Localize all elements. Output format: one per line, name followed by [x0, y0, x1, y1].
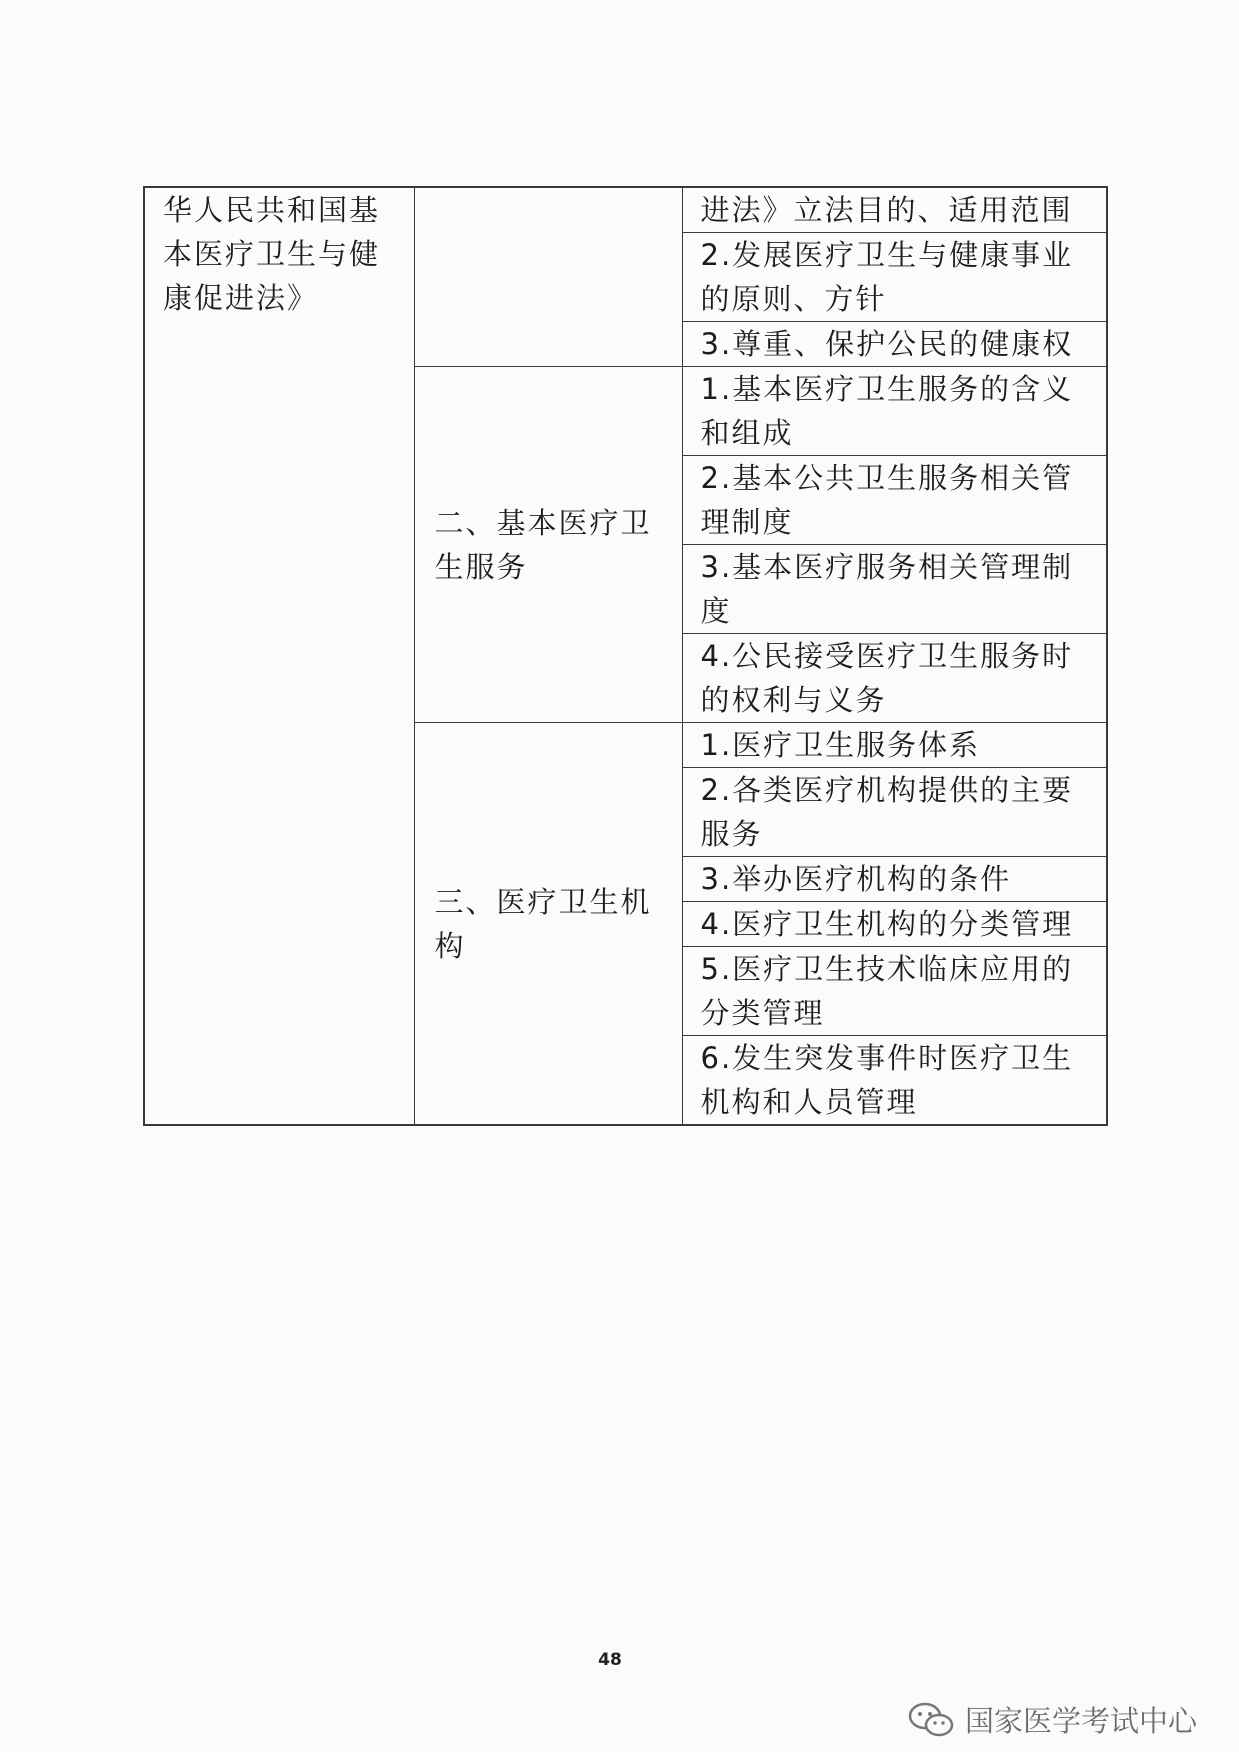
- section2-item: 3.基本医疗服务相关管理制度: [682, 545, 1107, 634]
- section1-item: 2.发展医疗卫生与健康事业的原则、方针: [682, 233, 1107, 322]
- section3-item: 2.各类医疗机构提供的主要服务: [682, 768, 1107, 857]
- watermark-text: 国家医学考试中心: [964, 1704, 1197, 1738]
- section3-item: 1.医疗卫生服务体系: [682, 723, 1107, 768]
- wechat-icon: [907, 1700, 955, 1740]
- law-name-cell: [144, 187, 414, 1125]
- section3-item: 3.举办医疗机构的条件: [682, 857, 1107, 902]
- section1-item: 进法》立法目的、适用范围: [682, 187, 1107, 233]
- section2-title-cell: [414, 367, 682, 723]
- section2-title: 二、基本医疗卫生服务: [434, 505, 652, 584]
- section3-title-cell: [414, 723, 682, 1126]
- section3-item: 4.医疗卫生机构的分类管理: [682, 902, 1107, 947]
- section1-item: 3.尊重、保护公民的健康权: [682, 322, 1107, 367]
- syllabus-table: [143, 186, 1108, 1126]
- watermark: [907, 1699, 1197, 1740]
- section2-item: 4.公民接受医疗卫生服务时的权利与义务: [682, 634, 1107, 723]
- section3-title: 三、医疗卫生机构: [434, 884, 652, 963]
- law-name-text: 华人民共和国基本医疗卫生与健康促进法》: [163, 193, 381, 315]
- section2-item: 2.基本公共卫生服务相关管理制度: [682, 456, 1107, 545]
- section3-item: 5.医疗卫生技术临床应用的分类管理: [682, 947, 1107, 1036]
- section1-title-cell: [414, 187, 682, 367]
- section3-item: 6.发生突发事件时医疗卫生机构和人员管理: [682, 1036, 1107, 1126]
- page-number: 48: [598, 1650, 622, 1670]
- section2-item: 1.基本医疗卫生服务的含义和组成: [682, 367, 1107, 456]
